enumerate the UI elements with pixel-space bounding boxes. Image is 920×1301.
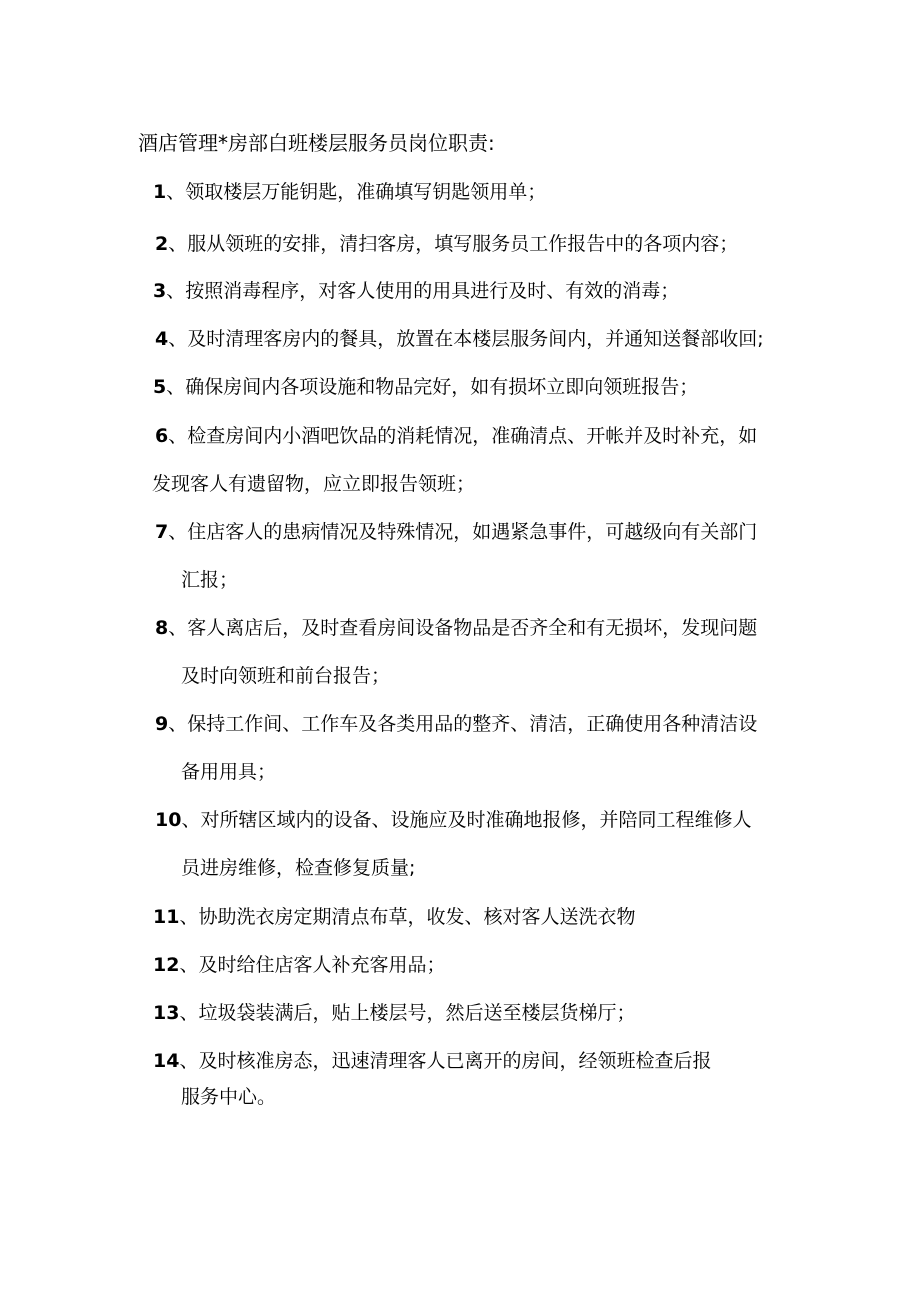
item-text: 、及时核准房态，迅速清理客人已离开的房间，经领班检查后报 (179, 1050, 712, 1072)
item-number: 14 (153, 1050, 180, 1072)
duty-item-4 (155, 327, 764, 351)
item-text: 、垃圾袋装满后，贴上楼层号，然后送至楼层货梯厅； (179, 1002, 636, 1024)
duty-item-8 (155, 616, 757, 640)
duty-item-6 (155, 424, 757, 448)
duty-item-3 (153, 279, 679, 303)
duty-item-14 (153, 1049, 711, 1073)
duty-item-14-continuation: 服务中心。 (181, 1086, 277, 1108)
duty-item-7-continuation: 汇报； (181, 569, 239, 591)
item-number: 9 (155, 713, 169, 735)
item-text: 、保持工作间、工作车及各类用品的整齐、清洁，正确使用各种清洁设 (168, 713, 758, 735)
item-text: 、服从领班的安排，清扫客房，填写服务员工作报告中的各项内容； (168, 233, 739, 255)
item-text: 、及时清理客房内的餐具，放置在本楼层服务间内，并通知送餐部收回; (168, 328, 764, 350)
duty-item-5 (153, 375, 698, 399)
duty-item-8-continuation: 及时向领班和前台报告； (181, 665, 391, 687)
item-number: 3 (153, 280, 167, 302)
document-title: 酒店管理*房部白班楼层服务员岗位职责: (138, 131, 495, 155)
duty-item-9 (155, 712, 757, 736)
duty-item-11 (153, 905, 635, 929)
duty-item-10 (155, 808, 751, 832)
item-text: 、按照消毒程序，对客人使用的用具进行及时、有效的消毒； (166, 280, 680, 302)
duty-item-13 (153, 1001, 635, 1025)
item-number: 7 (155, 521, 169, 543)
item-number: 1 (153, 181, 167, 203)
duty-item-12 (153, 953, 445, 977)
item-text: 、客人离店后，及时查看房间设备物品是否齐全和有无损坏，发现问题 (168, 617, 758, 639)
duty-item-10-continuation: 员进房维修，检查修复质量; (181, 857, 416, 879)
item-text: 、住店客人的患病情况及特殊情况，如遇紧急事件，可越级向有关部门 (168, 521, 758, 543)
item-text: 、领取楼层万能钥匙，准确填写钥匙领用单； (166, 181, 547, 203)
duty-item-7 (155, 520, 757, 544)
item-text: 、对所辖区域内的设备、设施应及时准确地报修，并陪同工程维修人 (181, 809, 752, 831)
duty-item-2 (155, 232, 738, 256)
item-number: 6 (155, 425, 169, 447)
item-number: 2 (155, 233, 169, 255)
item-number: 4 (155, 328, 169, 350)
item-number: 5 (153, 376, 167, 398)
item-text: 、及时给住店客人补充客用品； (179, 954, 446, 976)
item-number: 13 (153, 1002, 180, 1024)
duty-item-1 (153, 180, 546, 204)
item-number: 11 (153, 906, 180, 928)
duty-item-6-continuation: 发现客人有遗留物，应立即报告领班； (152, 473, 476, 495)
item-text: 、检查房间内小酒吧饮品的消耗情况，准确清点、开帐并及时补充，如 (168, 425, 758, 447)
item-text: 、确保房间内各项设施和物品完好，如有损坏立即向领班报告； (166, 376, 699, 398)
duty-item-9-continuation: 备用用具； (181, 761, 277, 783)
item-number: 8 (155, 617, 169, 639)
item-text: 、协助洗衣房定期清点布草，收发、核对客人送洗衣物 (179, 906, 636, 928)
item-number: 10 (155, 809, 182, 831)
item-number: 12 (153, 954, 180, 976)
